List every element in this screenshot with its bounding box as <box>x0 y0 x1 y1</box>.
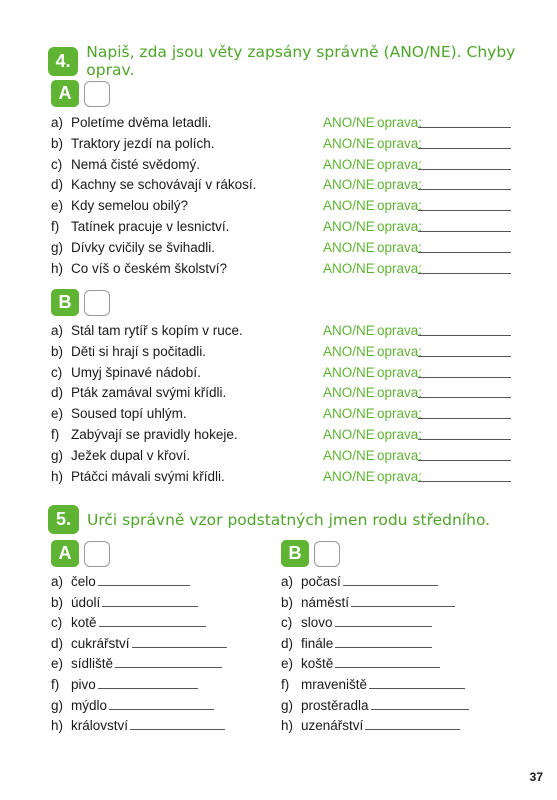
answer-line[interactable] <box>343 584 438 586</box>
section-b-header <box>51 289 110 316</box>
ano-ne-choice[interactable]: ANO/NE <box>323 156 375 172</box>
item-label: g) <box>51 447 64 463</box>
item-label: h) <box>51 718 64 734</box>
fix-input-line[interactable] <box>418 231 511 232</box>
item-label: h) <box>51 260 64 276</box>
section-letter: B <box>51 289 79 316</box>
answer-area <box>323 175 422 195</box>
fix-input-line[interactable] <box>418 189 511 190</box>
fix-input-line[interactable] <box>418 335 511 336</box>
fix-input-line[interactable] <box>418 418 511 419</box>
fix-label: oprava: <box>377 468 423 484</box>
section-letter: B <box>281 540 309 567</box>
fix-input-line[interactable] <box>418 356 511 357</box>
noun-row <box>281 613 432 633</box>
answer-line[interactable] <box>109 708 214 710</box>
answer-line[interactable] <box>115 666 222 668</box>
item-label: a) <box>281 574 294 589</box>
noun-text: finále <box>301 635 334 651</box>
sentence-text: Kachny se schovávají v rákosí. <box>71 177 257 193</box>
task-number: 4. <box>48 47 78 76</box>
ano-ne-choice[interactable]: ANO/NE <box>323 177 375 193</box>
noun-text: království <box>71 718 129 734</box>
fix-label: oprava: <box>377 135 423 151</box>
noun-row <box>281 593 455 613</box>
section-a-header <box>51 80 110 107</box>
fix-label: oprava: <box>377 260 423 276</box>
answer-area <box>323 383 422 403</box>
sentence-text: Pták zamával svými křídli. <box>71 385 227 401</box>
ano-ne-choice[interactable]: ANO/NE <box>323 239 375 255</box>
task-5-header <box>48 505 490 534</box>
noun-text: sídliště <box>71 656 114 672</box>
answer-line[interactable] <box>98 584 190 586</box>
sentence-text: Zabývají se pravidly hokeje. <box>71 427 238 442</box>
sentence-row <box>51 259 227 279</box>
ano-ne-choice[interactable]: ANO/NE <box>323 468 375 484</box>
noun-row <box>51 572 190 592</box>
item-label: f) <box>281 677 290 692</box>
sentence-text: Kdy semelou obilý? <box>71 198 189 214</box>
sentence-row <box>51 134 215 154</box>
answer-area <box>323 425 422 445</box>
item-label: f) <box>51 427 60 442</box>
sentence-row <box>51 383 226 403</box>
item-label: e) <box>51 406 64 422</box>
ano-ne-choice[interactable]: ANO/NE <box>323 323 375 338</box>
answer-area <box>323 113 422 133</box>
item-label: d) <box>51 177 64 193</box>
task-instruction: Napiš, zda jsou věty zapsány správně (ANO/NE). Chyby oprav. <box>86 43 516 79</box>
answer-line[interactable] <box>369 687 465 689</box>
fix-label: oprava: <box>377 239 423 255</box>
item-label: c) <box>51 156 63 172</box>
sentence-text: Dívky cvičily se švihadli. <box>71 239 216 255</box>
fix-input-line[interactable] <box>418 210 511 211</box>
answer-line[interactable] <box>351 605 455 607</box>
answer-line[interactable] <box>371 708 469 710</box>
noun-text: koště <box>301 656 334 672</box>
noun-row <box>281 716 460 736</box>
sentence-row <box>51 217 229 237</box>
ano-ne-choice[interactable]: ANO/NE <box>323 219 375 234</box>
score-box[interactable] <box>314 541 340 567</box>
answer-line[interactable] <box>98 687 198 689</box>
sentence-text: Traktory jezdí na polích. <box>71 135 215 151</box>
answer-line[interactable] <box>102 605 198 607</box>
item-label: a) <box>51 323 64 338</box>
noun-text: kotě <box>71 615 97 631</box>
ano-ne-choice[interactable]: ANO/NE <box>323 135 375 151</box>
answer-line[interactable] <box>99 625 206 627</box>
task-4-header <box>48 43 557 79</box>
fix-input-line[interactable] <box>418 397 511 398</box>
section-letter: A <box>51 80 79 107</box>
fix-label: oprava: <box>377 115 423 130</box>
item-label: e) <box>51 656 64 672</box>
sentence-text: Poletíme dvěma letadli. <box>71 115 212 130</box>
fix-input-line[interactable] <box>418 169 511 170</box>
noun-text: pivo <box>71 677 96 692</box>
ano-ne-choice[interactable]: ANO/NE <box>323 364 375 380</box>
item-label: h) <box>281 718 294 734</box>
sentence-text: Tatínek pracuje v lesnictví. <box>71 219 230 234</box>
item-label: g) <box>51 239 64 255</box>
fix-label: oprava: <box>377 156 423 172</box>
item-label: e) <box>51 198 64 214</box>
answer-line[interactable] <box>365 728 460 730</box>
sentence-row <box>51 175 256 195</box>
task-instruction: Urči správně vzor podstatných jmen rodu středního. <box>87 510 491 529</box>
sentence-text: Umyj špinavé nádobí. <box>71 364 201 380</box>
fix-label: oprava: <box>377 427 423 442</box>
noun-text: čelo <box>71 574 96 589</box>
section-letter: A <box>51 540 79 567</box>
noun-row <box>51 613 206 633</box>
item-label: d) <box>281 635 294 651</box>
sentence-text: Ježek dupal v křoví. <box>71 447 191 463</box>
sentence-text: Stál tam rytíř s kopím v ruce. <box>71 323 243 338</box>
fix-label: oprava: <box>377 406 423 422</box>
noun-text: prostěradla <box>301 697 369 713</box>
sentence-row <box>51 342 206 362</box>
fix-input-line[interactable] <box>418 439 511 440</box>
noun-text: počasí <box>301 574 341 589</box>
sentence-row <box>51 363 201 383</box>
noun-row <box>281 634 432 654</box>
fix-input-line[interactable] <box>418 460 511 461</box>
noun-text: náměstí <box>301 594 350 610</box>
fix-label: oprava: <box>377 198 423 214</box>
noun-row <box>51 696 214 716</box>
answer-area <box>323 342 422 362</box>
item-label: a) <box>51 115 64 130</box>
fix-input-line[interactable] <box>418 148 511 149</box>
sentence-row <box>51 446 190 466</box>
ano-ne-choice[interactable]: ANO/NE <box>323 198 375 214</box>
item-label: b) <box>281 594 294 610</box>
fix-input-line[interactable] <box>418 273 511 274</box>
noun-text: mýdlo <box>71 697 108 713</box>
noun-row <box>51 716 225 736</box>
sentence-row <box>51 113 211 133</box>
ano-ne-choice[interactable]: ANO/NE <box>323 427 375 442</box>
noun-row <box>51 634 227 654</box>
sentence-text: Ptáčci mávali svými křídli. <box>71 468 225 484</box>
answer-area <box>323 155 422 175</box>
section-b-header <box>281 540 340 567</box>
noun-row <box>281 572 438 592</box>
fix-label: oprava: <box>377 323 423 338</box>
answer-area <box>323 238 422 258</box>
item-label: h) <box>51 468 64 484</box>
item-label: g) <box>281 697 294 713</box>
item-label: d) <box>51 635 64 651</box>
task-number: 5. <box>48 505 79 534</box>
sentence-row <box>51 425 238 445</box>
answer-area <box>323 363 422 383</box>
noun-row <box>51 593 198 613</box>
sentence-text: Děti si hrají s počitadli. <box>71 343 207 359</box>
ano-ne-choice[interactable]: ANO/NE <box>323 385 375 401</box>
answer-area <box>323 196 422 216</box>
sentence-row <box>51 196 188 216</box>
sentence-row <box>51 404 187 424</box>
answer-area <box>323 404 422 424</box>
section-a-header <box>51 540 110 567</box>
fix-label: oprava: <box>377 447 423 463</box>
noun-row <box>281 696 469 716</box>
item-label: f) <box>51 219 60 234</box>
item-label: b) <box>51 343 64 359</box>
sentence-text: Soused topí uhlým. <box>71 406 187 422</box>
fix-input-line[interactable] <box>418 127 511 128</box>
sentence-row <box>51 238 215 258</box>
noun-text: mraveniště <box>301 677 368 692</box>
item-label: f) <box>51 677 60 692</box>
item-label: a) <box>51 574 64 589</box>
sentence-text: Co víš o českém školství? <box>71 260 228 276</box>
answer-area <box>323 134 422 154</box>
sentence-row <box>51 321 243 341</box>
fix-label: oprava: <box>377 364 423 380</box>
noun-row <box>51 654 222 674</box>
fix-label: oprava: <box>377 219 423 234</box>
noun-text: údolí <box>71 594 101 610</box>
item-label: d) <box>51 385 64 401</box>
item-label: g) <box>51 697 64 713</box>
answer-area <box>323 321 422 341</box>
ano-ne-choice[interactable]: ANO/NE <box>323 406 375 422</box>
page-number: 37 <box>529 770 543 784</box>
score-box[interactable] <box>84 541 110 567</box>
noun-row <box>281 675 465 695</box>
ano-ne-choice[interactable]: ANO/NE <box>323 447 375 463</box>
answer-line[interactable] <box>130 728 225 730</box>
answer-area <box>323 446 422 466</box>
noun-text: cukrářství <box>71 635 130 651</box>
answer-line[interactable] <box>335 646 432 648</box>
fix-label: oprava: <box>377 177 423 193</box>
item-label: c) <box>51 364 63 380</box>
fix-input-line[interactable] <box>418 481 511 482</box>
fix-label: oprava: <box>377 343 423 359</box>
noun-text: slovo <box>301 615 333 631</box>
item-label: b) <box>51 135 64 151</box>
ano-ne-choice[interactable]: ANO/NE <box>323 343 375 359</box>
noun-row <box>51 675 198 695</box>
answer-area <box>323 217 422 237</box>
item-label: c) <box>51 615 63 631</box>
answer-area <box>323 467 422 487</box>
answer-line[interactable] <box>132 646 227 648</box>
item-label: e) <box>281 656 294 672</box>
noun-row <box>281 654 440 674</box>
ano-ne-choice[interactable]: ANO/NE <box>323 115 375 130</box>
sentence-row <box>51 467 225 487</box>
answer-line[interactable] <box>335 625 432 627</box>
score-box[interactable] <box>84 290 110 316</box>
fix-input-line[interactable] <box>418 252 511 253</box>
answer-area <box>323 259 422 279</box>
fix-input-line[interactable] <box>418 377 511 378</box>
sentence-text: Nemá čisté svědomý. <box>71 156 201 172</box>
answer-line[interactable] <box>335 666 440 668</box>
ano-ne-choice[interactable]: ANO/NE <box>323 260 375 276</box>
fix-label: oprava: <box>377 385 423 401</box>
item-label: b) <box>51 594 64 610</box>
item-label: c) <box>281 615 293 631</box>
score-box[interactable] <box>84 81 110 107</box>
sentence-row <box>51 155 200 175</box>
noun-text: uzenářství <box>301 718 364 734</box>
